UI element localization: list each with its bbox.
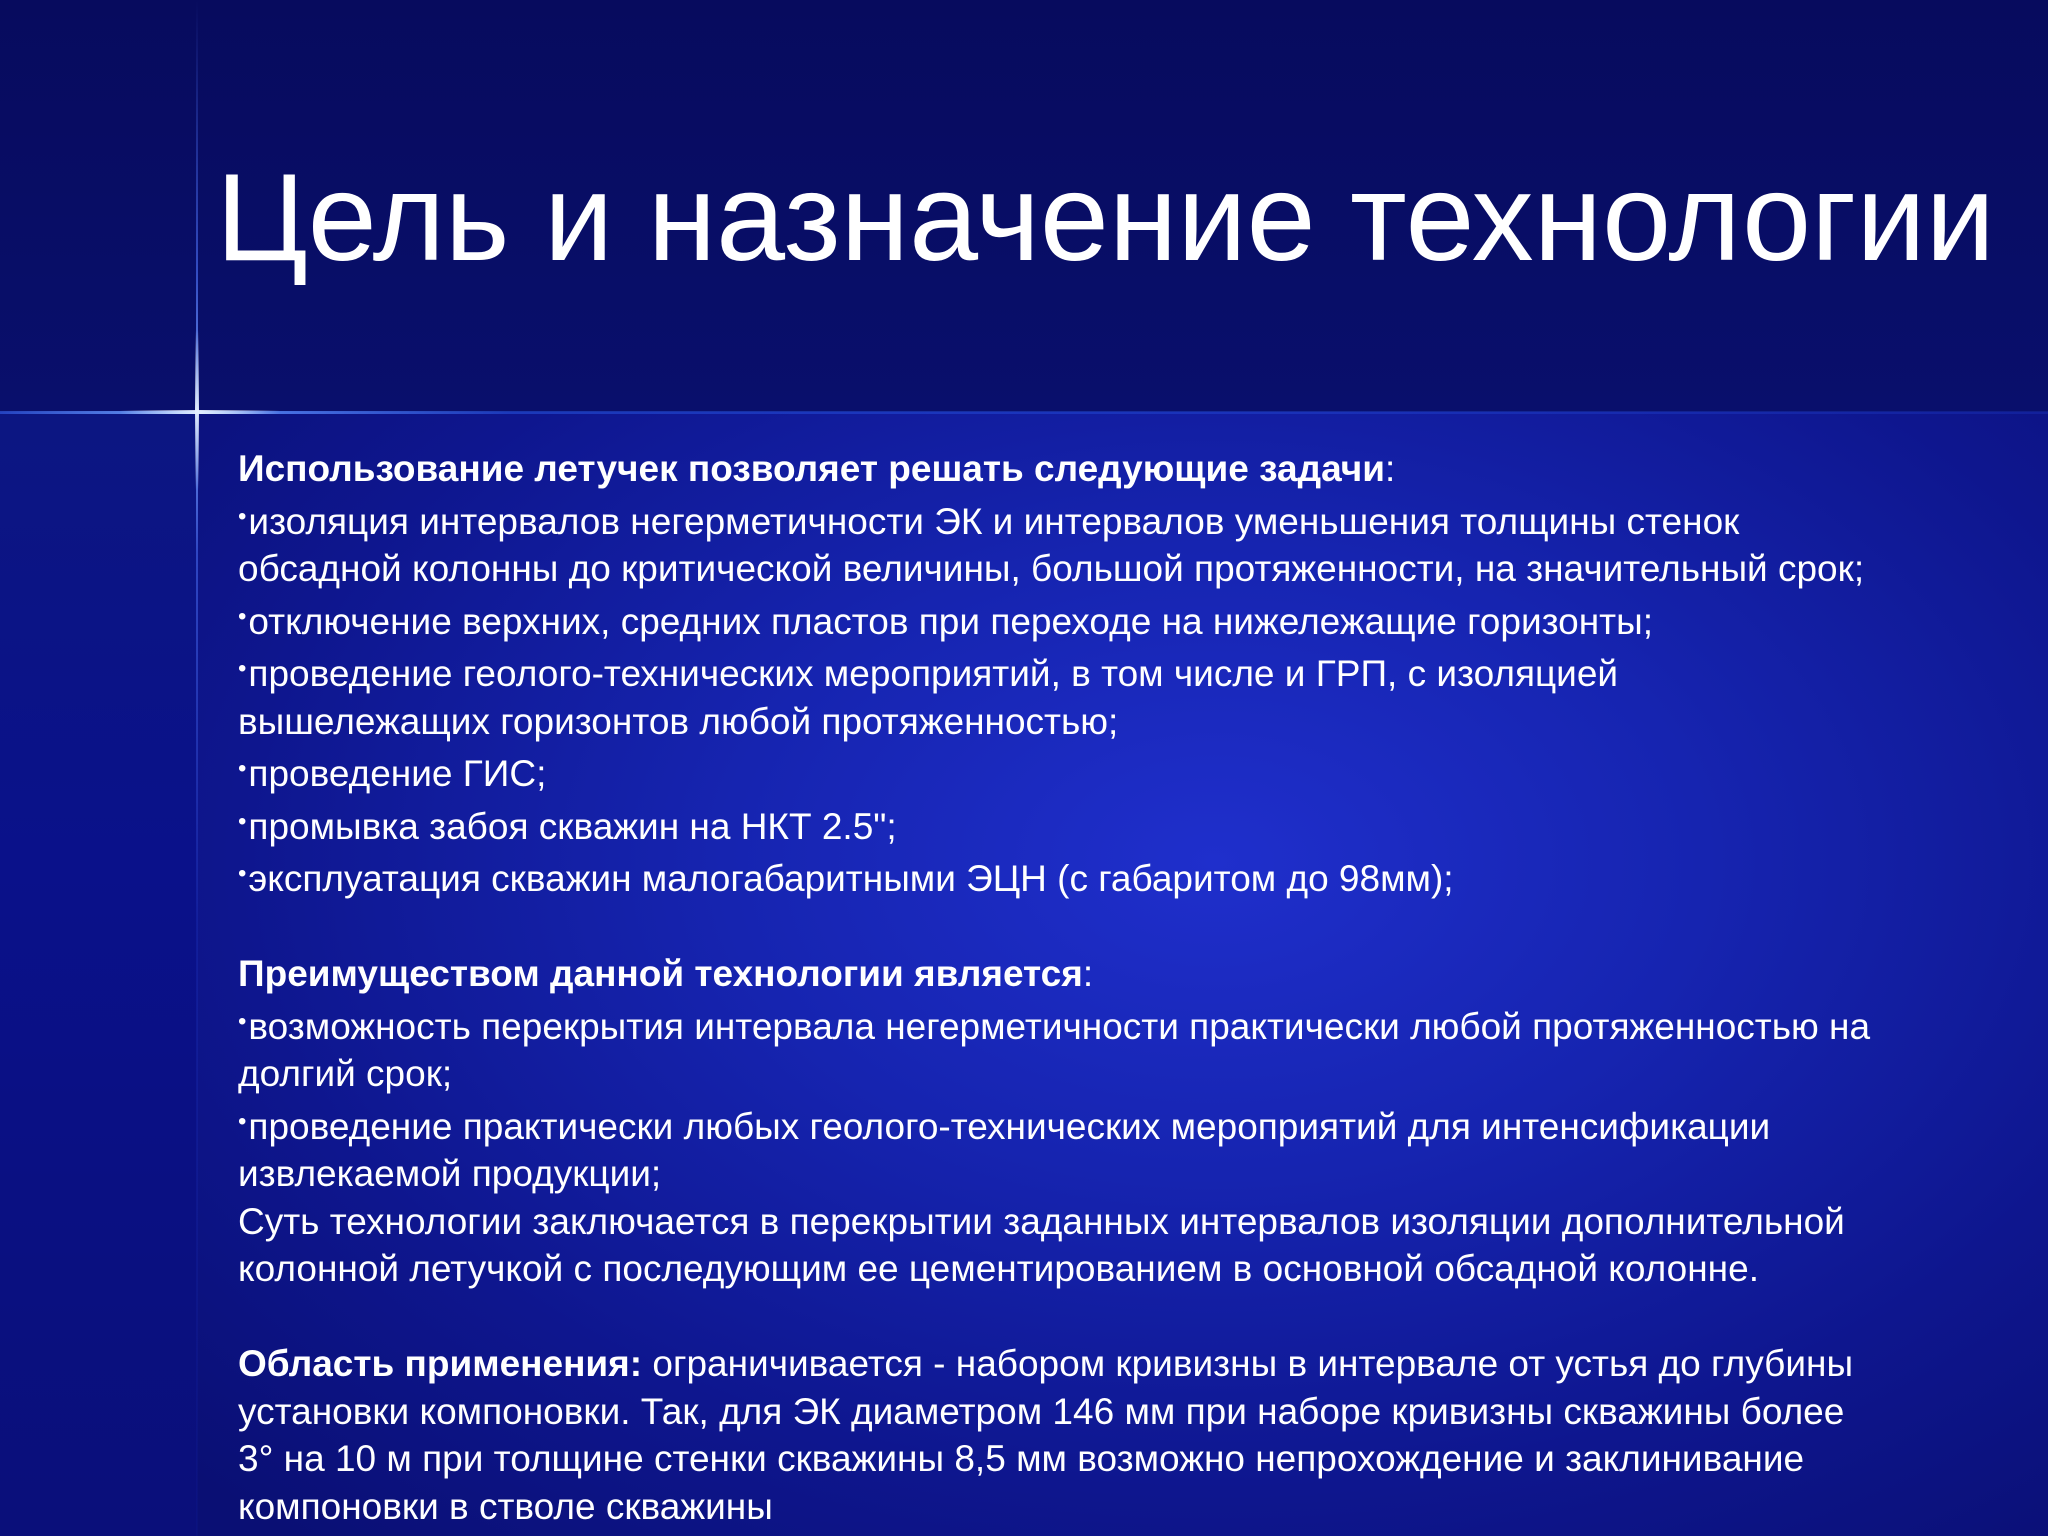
bullet-icon: • (238, 602, 247, 630)
list-item (238, 745, 2028, 798)
section2-heading-line (238, 950, 2028, 998)
bullet-icon: • (238, 1107, 247, 1135)
list-item-text: проведение ГИС; (248, 753, 547, 794)
bullet-icon: • (238, 502, 247, 530)
paragraph-line: Суть технологии заключается в перекрытии заданных интервалов изоляции дополнительной (238, 1200, 1845, 1242)
list-item-text: проведение геолого-технических мероприятий, в том числе и ГРП, с изоляцией (248, 653, 1619, 694)
list-item-text: изоляция интервалов негерметичности ЭК и интервалов уменьшения толщины стенок (248, 500, 1740, 542)
bullet-icon: • (238, 1007, 247, 1035)
section3-heading: Область применения: (238, 1343, 643, 1384)
list-item (238, 850, 2028, 903)
list-item-text: промывка забоя скважин на НКТ 2.5"; (248, 805, 897, 847)
left-strip (0, 412, 197, 1536)
bullet-icon: • (238, 860, 247, 887)
paragraph-line: установки компоновки. Так, для ЭК диаметром 146 мм при наборе кривизны скважины более (238, 1390, 1845, 1432)
list-item-continuation: долгий срок; (238, 1053, 453, 1094)
paragraph-line: компоновки в стволе скважины (238, 1485, 773, 1527)
section3-line (238, 1340, 2028, 1388)
section1-heading-colon: : (1384, 448, 1396, 489)
list-item-text: проведение практически любых геолого-технических мероприятий для интенсификации (248, 1105, 1771, 1147)
section3-text: ограничивается - набором кривизны в интервале от устья до глубины (642, 1343, 1854, 1384)
list-item (238, 593, 2028, 646)
spacer (238, 903, 2028, 951)
slide-content (238, 445, 2028, 1530)
paragraph-line: колонной летучкой с последующим ее цементированием в основной обсадной колонне. (238, 1248, 1759, 1289)
list-item-text: возможность перекрытия интервала негерметичности практически любой протяженностью на (248, 1005, 1871, 1047)
list-item (238, 1098, 2028, 1151)
paragraph-line: 3° на 10 м при толщине стенки скважины 8,5 мм возможно непрохождение и заклинивание (238, 1438, 1805, 1479)
spacer (238, 1293, 2028, 1341)
list-item-continuation: извлекаемой продукции; (238, 1153, 662, 1194)
list-item (238, 998, 2028, 1051)
list-item-text: эксплуатация скважин малогабаритными ЭЦН (с габаритом до 98мм); (248, 858, 1454, 899)
horizontal-accent-line (0, 411, 2048, 414)
list-item (238, 798, 2028, 851)
sparkle-icon-horizontal (120, 410, 280, 414)
bullet-icon: • (238, 807, 247, 835)
list-item (238, 645, 2028, 698)
section2-heading: Преимуществом данной технологии является (238, 953, 1083, 994)
bullet-icon: • (238, 755, 247, 782)
section1-heading: Использование летучек позволяет решать следующие задачи (238, 448, 1385, 489)
section1-heading-line (238, 445, 2028, 493)
vertical-accent-line (196, 0, 198, 1536)
section2-heading-colon: : (1082, 953, 1094, 994)
list-item-continuation: обсадной колонны до критической величины, большой протяженности, на значительный срок; (238, 548, 1865, 589)
list-item-text: отключение верхних, средних пластов при переходе на нижележащие горизонты; (248, 600, 1653, 642)
list-item (238, 493, 2028, 546)
bullet-icon: • (238, 655, 247, 682)
list-item-continuation: вышележащих горизонтов любой протяженностью; (238, 700, 1119, 742)
slide-title: Цель и назначение технологии (216, 149, 1995, 287)
